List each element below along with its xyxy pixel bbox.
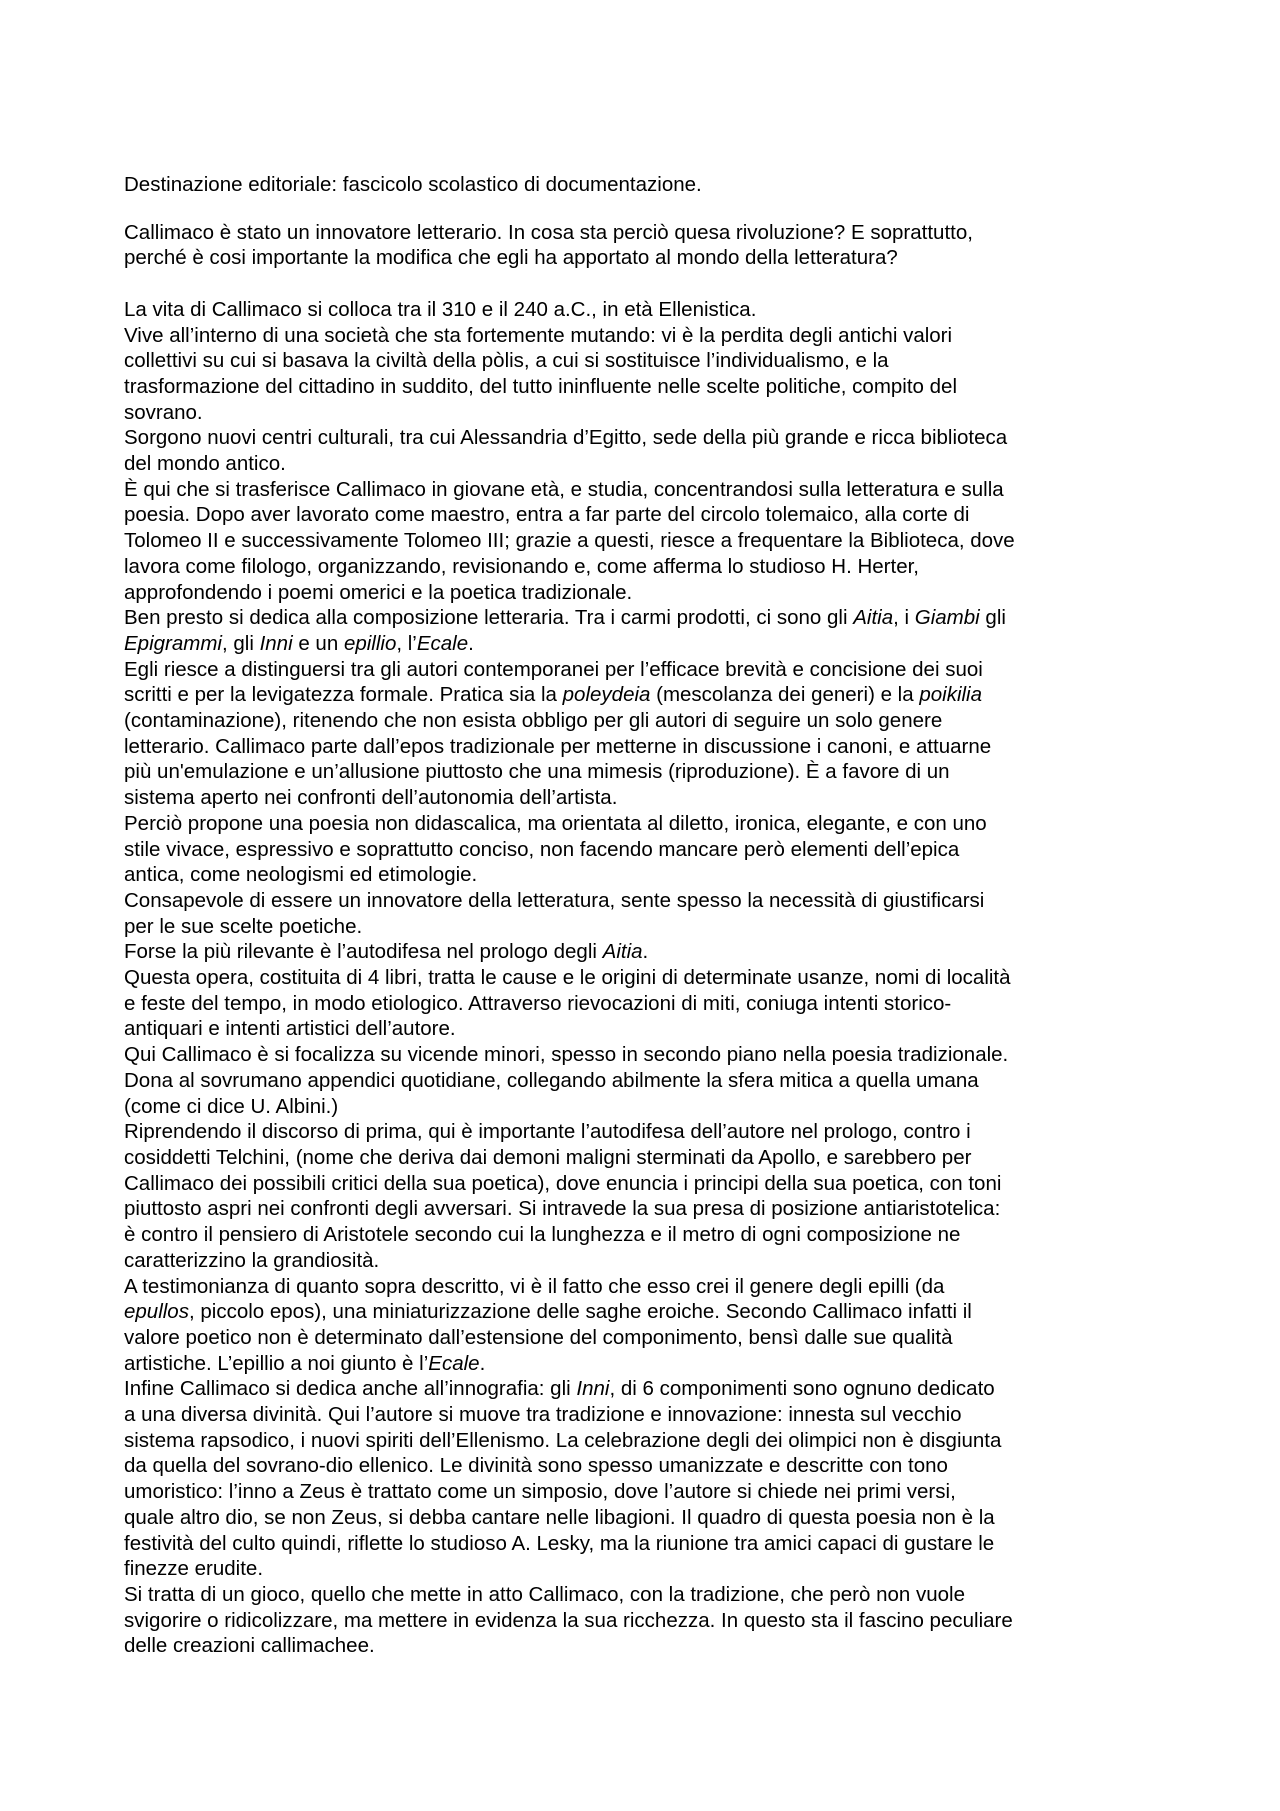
- spacer: [124, 271, 1164, 297]
- spacer: [124, 198, 1164, 220]
- title-aitia: Aitia: [853, 606, 894, 630]
- paragraph-telchini: Riprendendo il discorso di prima, qui è importante l’autodifesa dell’autore nel prologo, contro i cosiddetti Telchini, (nome che deriva dai demoni maligni sterminati da Apollo, e sarebbero per Callimaco dei possibili critici della sua poetica), dove enuncia i principi della sua poetica, con toni piuttosto aspri nei confronti degli avversari. Si intravede la sua presa di posizione antiaristotelica: è contro il pensiero di Aristotele secondo cui la lunghezza e il metro di ogni composizione ne caratterizzino la grandiosità.: [124, 1120, 1002, 1272]
- paragraph-life-dates: La vita di Callimaco si colloca tra il 310 e il 240 a.C., in età Ellenistica.: [124, 297, 757, 321]
- paragraph-alexandria: È qui che si trasferisce Callimaco in giovane età, e studia, concentrandosi sulla letteratura e sulla poesia. Dopo aver lavorato come maestro, entra a far parte del circolo tolemaico, alla corte di Tolomeo II e successivamente Tolomeo III; grazie a questi, riesce a frequentare la Biblioteca, dove lavora come filologo, organizzando, revisionando e, come afferma lo studioso H. Herter, approfondendo i poemi omerici e la poetica tradizionale.: [124, 477, 1015, 604]
- title-inni: Inni: [259, 631, 293, 655]
- paragraph-cultural-centers: Sorgono nuovi centri culturali, tra cui Alessandria d’Egitto, sede della più grande e ricca biblioteca del mondo antico.: [124, 426, 1008, 476]
- title-aitia: Aitia: [602, 940, 643, 964]
- editorial-destination: Destinazione editoriale: fascicolo scolastico di documentazione.: [124, 173, 702, 196]
- title-giambi: Giambi: [914, 606, 980, 630]
- title-ecale: Ecale: [428, 1351, 480, 1375]
- intro-paragraph: Callimaco è stato un innovatore letterario. In cosa sta perciò quesa rivoluzione? E soprattutto, perché è cosi importante la modifica che egli ha apportato al mondo della letteratura?: [124, 220, 973, 270]
- paragraph-style: Egli riesce a distinguersi tra gli autori contemporanei per l’efficace brevità e concisione dei suoi scritti e per la levigatezza formale. Pratica sia la poleydeia (mescolanza dei generi) e la poikilia (contaminazione), ritenendo che non esista obbligo per gli autori di seguire un solo genere letterario. Callimaco parte dall’epos tradizionale per metterne in discussione i canoni, e attuarne più un'emulazione e un’allusione piuttosto che una mimesis (riproduzione). È a favore di un sistema aperto nei confronti dell’autonomia dell’artista.: [124, 657, 992, 810]
- paragraph-minor-events: Qui Callimaco è si focalizza su vicende minori, spesso in secondo piano nella poesia tradizionale. Dona al sovrumano appendici quotidiane, collegando abilmente la sfera mitica a quella umana (come ci dice U. Albini.): [124, 1043, 1009, 1118]
- term-poleydeia: poleydeia: [562, 683, 651, 707]
- paragraph-aitia-description: Questa opera, costituita di 4 libri, tratta le cause e le origini di determinate usanze, nomi di località e feste del tempo, in modo etiologico. Attraverso rievocazioni di miti, coniuga intenti storico- antiquari e intenti artistici dell’autore.: [124, 966, 1011, 1041]
- paragraph-conclusion: Si tratta di un gioco, quello che mette in atto Callimaco, con la tradizione, che però non vuole svigorire o ridicolizzare, ma mettere in evidenza la sua ricchezza. In questo sta il fascino peculiare delle creazioni callimachee.: [124, 1582, 1013, 1658]
- paragraph-poetry: Perciò propone una poesia non didascalica, ma orientata al diletto, ironica, elegante, e con uno stile vivace, espressivo e soprattutto conciso, non facendo mancare però elementi dell’epica antica, come neologismi ed etimologie.: [124, 811, 987, 887]
- term-poikilia: poikilia: [919, 683, 983, 707]
- title-inni: Inni: [576, 1377, 610, 1401]
- document-body: [124, 172, 1164, 1659]
- paragraph-society: Vive all’interno di una società che sta fortemente mutando: vi è la perdita degli antichi valori collettivi su cui si basava la civiltà della pòlis, a cui si sostituisce l’individualismo, e la trasformazione del cittadino in suddito, del tutto ininfluente nelle scelte politiche, compito del sovrano.: [124, 323, 958, 424]
- paragraph-hymns: Infine Callimaco si dedica anche all’innografia: gli Inni, di 6 componimenti sono ognuno dedicato a una diversa divinità. Qui l’autore si muove tra tradizione e innovazione: innesta sul vecchio sistema rapsodico, i nuovi spiriti dell’Ellenismo. La celebrazione degli dei olimpici non è disgiunta da quella del sovrano-dio ellenico. Le divinità sono spesso umanizzate e descritte con tono umoristico: l’inno a Zeus è trattato come un simposio, dove l’autore si chiede nei primi versi, quale altro dio, se non Zeus, si debba cantare nelle libagioni. Il quadro di questa poesia non è la festività del culto quindi, riflette lo studioso A. Lesky, ma la riunione tra amici capaci di gustare le finezze erudite.: [124, 1377, 1002, 1581]
- paragraph-epilli: A testimonianza di quanto sopra descritto, vi è il fatto che esso crei il genere degli epilli (da epullos, piccolo epos), una miniaturizzazione delle saghe eroiche. Secondo Callimaco infatti il valore poetico non è determinato dall’estensione del componimento, bensì dalle sue qualità artistiche. L’epillio a noi giunto è l’Ecale.: [124, 1274, 972, 1375]
- title-epigrammi: Epigrammi: [124, 631, 222, 655]
- term-epillio: epillio: [343, 631, 397, 655]
- paragraph-works: Ben presto si dedica alla composizione letteraria. Tra i carmi prodotti, ci sono gli Aitia, i Giambi gli Epigrammi, gli Inni e un epillio, l’Ecale.: [124, 606, 1006, 655]
- paragraph-self-defense: Forse la più rilevante è l’autodifesa nel prologo degli Aitia.: [124, 940, 649, 964]
- term-epullos: epullos: [124, 1300, 189, 1324]
- paragraph-innovator: Consapevole di essere un innovatore della letteratura, sente spesso la necessità di giustificarsi per le sue scelte poetiche.: [124, 888, 985, 938]
- title-ecale: Ecale: [416, 631, 469, 655]
